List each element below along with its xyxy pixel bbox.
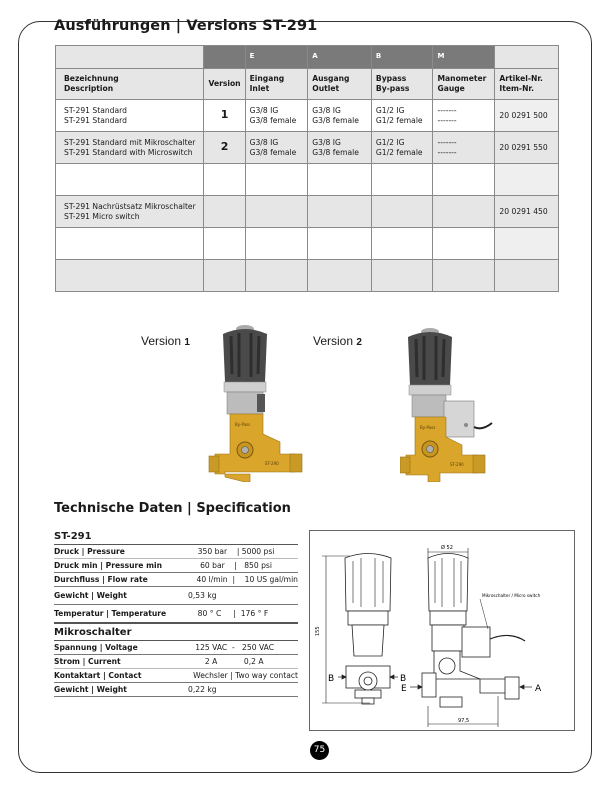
- cell-inlet: [245, 228, 308, 260]
- cell-inlet: [245, 164, 308, 196]
- cell-description: ST-291 Standard ST-291 Standard: [56, 100, 204, 132]
- spec-row: [54, 641, 298, 655]
- callout-leader: [480, 599, 488, 629]
- spec-title: Technische Daten | Specification: [54, 501, 291, 516]
- spec-key: Gewicht | Weight: [54, 685, 127, 694]
- microswitch-callout: Mikroschalter / Micro switch: [482, 593, 541, 598]
- header-gauge: Manometer Gauge: [433, 69, 495, 100]
- side-view: [422, 554, 525, 708]
- spec-row: [54, 573, 298, 587]
- cell-outlet: [308, 228, 372, 260]
- valve-knob: [408, 328, 452, 385]
- cell-gauge: [433, 228, 495, 260]
- cell-outlet: [308, 164, 372, 196]
- cell-version: [204, 196, 245, 228]
- page-title: Ausführungen | Versions ST-291: [54, 18, 318, 34]
- version-2-label: Version 2: [313, 334, 362, 348]
- table-row: [56, 260, 559, 292]
- cell-gauge: ------- -------: [433, 132, 495, 164]
- port-a-label: A: [535, 684, 542, 694]
- spec-row: [54, 683, 298, 697]
- cell-outlet: [308, 196, 372, 228]
- front-view: [345, 554, 391, 705]
- spec-value: 350 bar | 5000 psi: [188, 547, 275, 556]
- cell-gauge: [433, 196, 495, 228]
- header-outlet: Ausgang Outlet: [308, 69, 372, 100]
- spec-value: 60 bar | 850 psi: [188, 561, 272, 570]
- cell-description: ST-291 Nachrüstsatz Mikroschalter ST-291 Micro switch: [56, 196, 204, 228]
- valve-version-2-image: [400, 327, 500, 482]
- spec-key: Strom | Current: [54, 657, 121, 666]
- cell-version: [204, 164, 245, 196]
- cell-outlet: [308, 260, 372, 292]
- code-gauge: M: [433, 46, 495, 69]
- empty-cell: [495, 46, 559, 69]
- spec-key: Kontaktart | Contact: [54, 671, 142, 680]
- cell-bypass: G1/2 IG G1/2 female: [371, 100, 433, 132]
- cell-version: [204, 260, 245, 292]
- spec-key: Druck min | Pressure min: [54, 561, 162, 570]
- spec-row: [54, 545, 298, 559]
- dim-diameter: Ø 52: [441, 545, 453, 551]
- cell-gauge: [433, 260, 495, 292]
- table-row: [56, 100, 559, 132]
- model-stamp: ST-290: [265, 461, 279, 466]
- code-outlet: A: [308, 46, 372, 69]
- cell-version: 2: [204, 132, 245, 164]
- cell-outlet: G3/8 IG G3/8 female: [308, 132, 372, 164]
- dim-width: 97,5: [458, 718, 470, 724]
- cell-item-number: 20 0291 450: [495, 196, 559, 228]
- cell-item-number: 20 0291 550: [495, 132, 559, 164]
- cell-bypass: [371, 228, 433, 260]
- cell-version: [204, 228, 245, 260]
- header-row: [56, 69, 559, 100]
- table-row: [56, 132, 559, 164]
- spec-value: 2 A 0,2 A: [188, 657, 264, 666]
- spec-heading-st291: ST-291: [54, 531, 298, 545]
- cell-inlet: [245, 196, 308, 228]
- spec-row: [54, 587, 298, 605]
- cell-inlet: G3/8 IG G3/8 female: [245, 100, 308, 132]
- spec-heading-microswitch: Mikroschalter: [54, 627, 298, 641]
- cell-gauge: [433, 164, 495, 196]
- bypass-stamp: By-Pass: [420, 425, 436, 430]
- valve-housing: [412, 395, 446, 417]
- cell-item-number: [495, 228, 559, 260]
- cell-bypass: [371, 196, 433, 228]
- port-e-label: E: [401, 684, 407, 694]
- bypass-stamp: By-Pass: [235, 422, 251, 427]
- cell-description: ST-291 Standard mit Mikroschalter ST-291 Standard with Microswitch: [56, 132, 204, 164]
- cell-item-number: [495, 164, 559, 196]
- cell-description: [56, 260, 204, 292]
- spec-key: Gewicht | Weight: [54, 591, 127, 600]
- code-bypass: B: [371, 46, 433, 69]
- port-code-row: [56, 46, 559, 69]
- valve-collar: [409, 385, 451, 395]
- valve-clip: [257, 394, 265, 412]
- cell-bypass: [371, 164, 433, 196]
- cell-description: [56, 228, 204, 260]
- header-description: Bezeichnung Description: [56, 69, 204, 100]
- spec-value: 125 VAC - 250 VAC: [188, 643, 275, 652]
- spec-row: [54, 655, 298, 669]
- header-inlet: Eingang Inlet: [245, 69, 308, 100]
- spec-row: [54, 559, 298, 573]
- port-b-right-label: B: [400, 674, 407, 684]
- valve-version-1-image: [205, 322, 310, 482]
- empty-cell: [56, 46, 204, 69]
- table-row: [56, 164, 559, 196]
- cell-inlet: G3/8 IG G3/8 female: [245, 132, 308, 164]
- spec-table: [54, 531, 298, 697]
- spec-key: Druck | Pressure: [54, 547, 125, 556]
- spec-value: 0,22 kg: [188, 685, 217, 694]
- spec-key: Temperatur | Temperature: [54, 609, 167, 618]
- cell-gauge: ------- -------: [433, 100, 495, 132]
- cell-bypass: G1/2 IG G1/2 female: [371, 132, 433, 164]
- technical-drawing: [309, 530, 575, 731]
- cell-item-number: 20 0291 500: [495, 100, 559, 132]
- versions-table: [55, 45, 559, 292]
- cell-inlet: [245, 260, 308, 292]
- spec-key: Spannung | Voltage: [54, 643, 138, 652]
- code-inlet: E: [245, 46, 308, 69]
- table-row: [56, 196, 559, 228]
- cell-description: [56, 164, 204, 196]
- microswitch-box: [444, 401, 492, 437]
- spec-row: [54, 669, 298, 683]
- page-number-badge: 75: [310, 741, 329, 760]
- empty-cell: [204, 46, 245, 69]
- spec-row: [54, 605, 298, 624]
- spec-key: Durchfluss | Flow rate: [54, 575, 148, 584]
- valve-collar: [224, 382, 266, 392]
- model-stamp: ST-290: [450, 462, 464, 467]
- spec-value: 80 ° C | 176 ° F: [188, 609, 269, 618]
- spec-value: 40 l/min | 10 US gal/min: [184, 575, 298, 584]
- brass-body: [209, 414, 302, 482]
- cable: [474, 423, 492, 428]
- header-bypass: Bypass By-pass: [371, 69, 433, 100]
- cell-bypass: [371, 260, 433, 292]
- cell-item-number: [495, 260, 559, 292]
- cell-outlet: G3/8 IG G3/8 female: [308, 100, 372, 132]
- header-version: Version: [204, 69, 245, 100]
- table-row: [56, 228, 559, 260]
- spec-value: 0,53 kg: [188, 591, 217, 600]
- port-b-left-label: B: [328, 674, 335, 684]
- version-1-label: Version 1: [141, 334, 190, 348]
- spec-value: Wechsler | Two way contact: [173, 671, 298, 680]
- dim-height: 155: [315, 626, 321, 636]
- drawing-svg: [310, 531, 574, 730]
- cell-version: 1: [204, 100, 245, 132]
- header-item: Artikel-Nr. Item-Nr.: [495, 69, 559, 100]
- valve-knob: [223, 325, 267, 382]
